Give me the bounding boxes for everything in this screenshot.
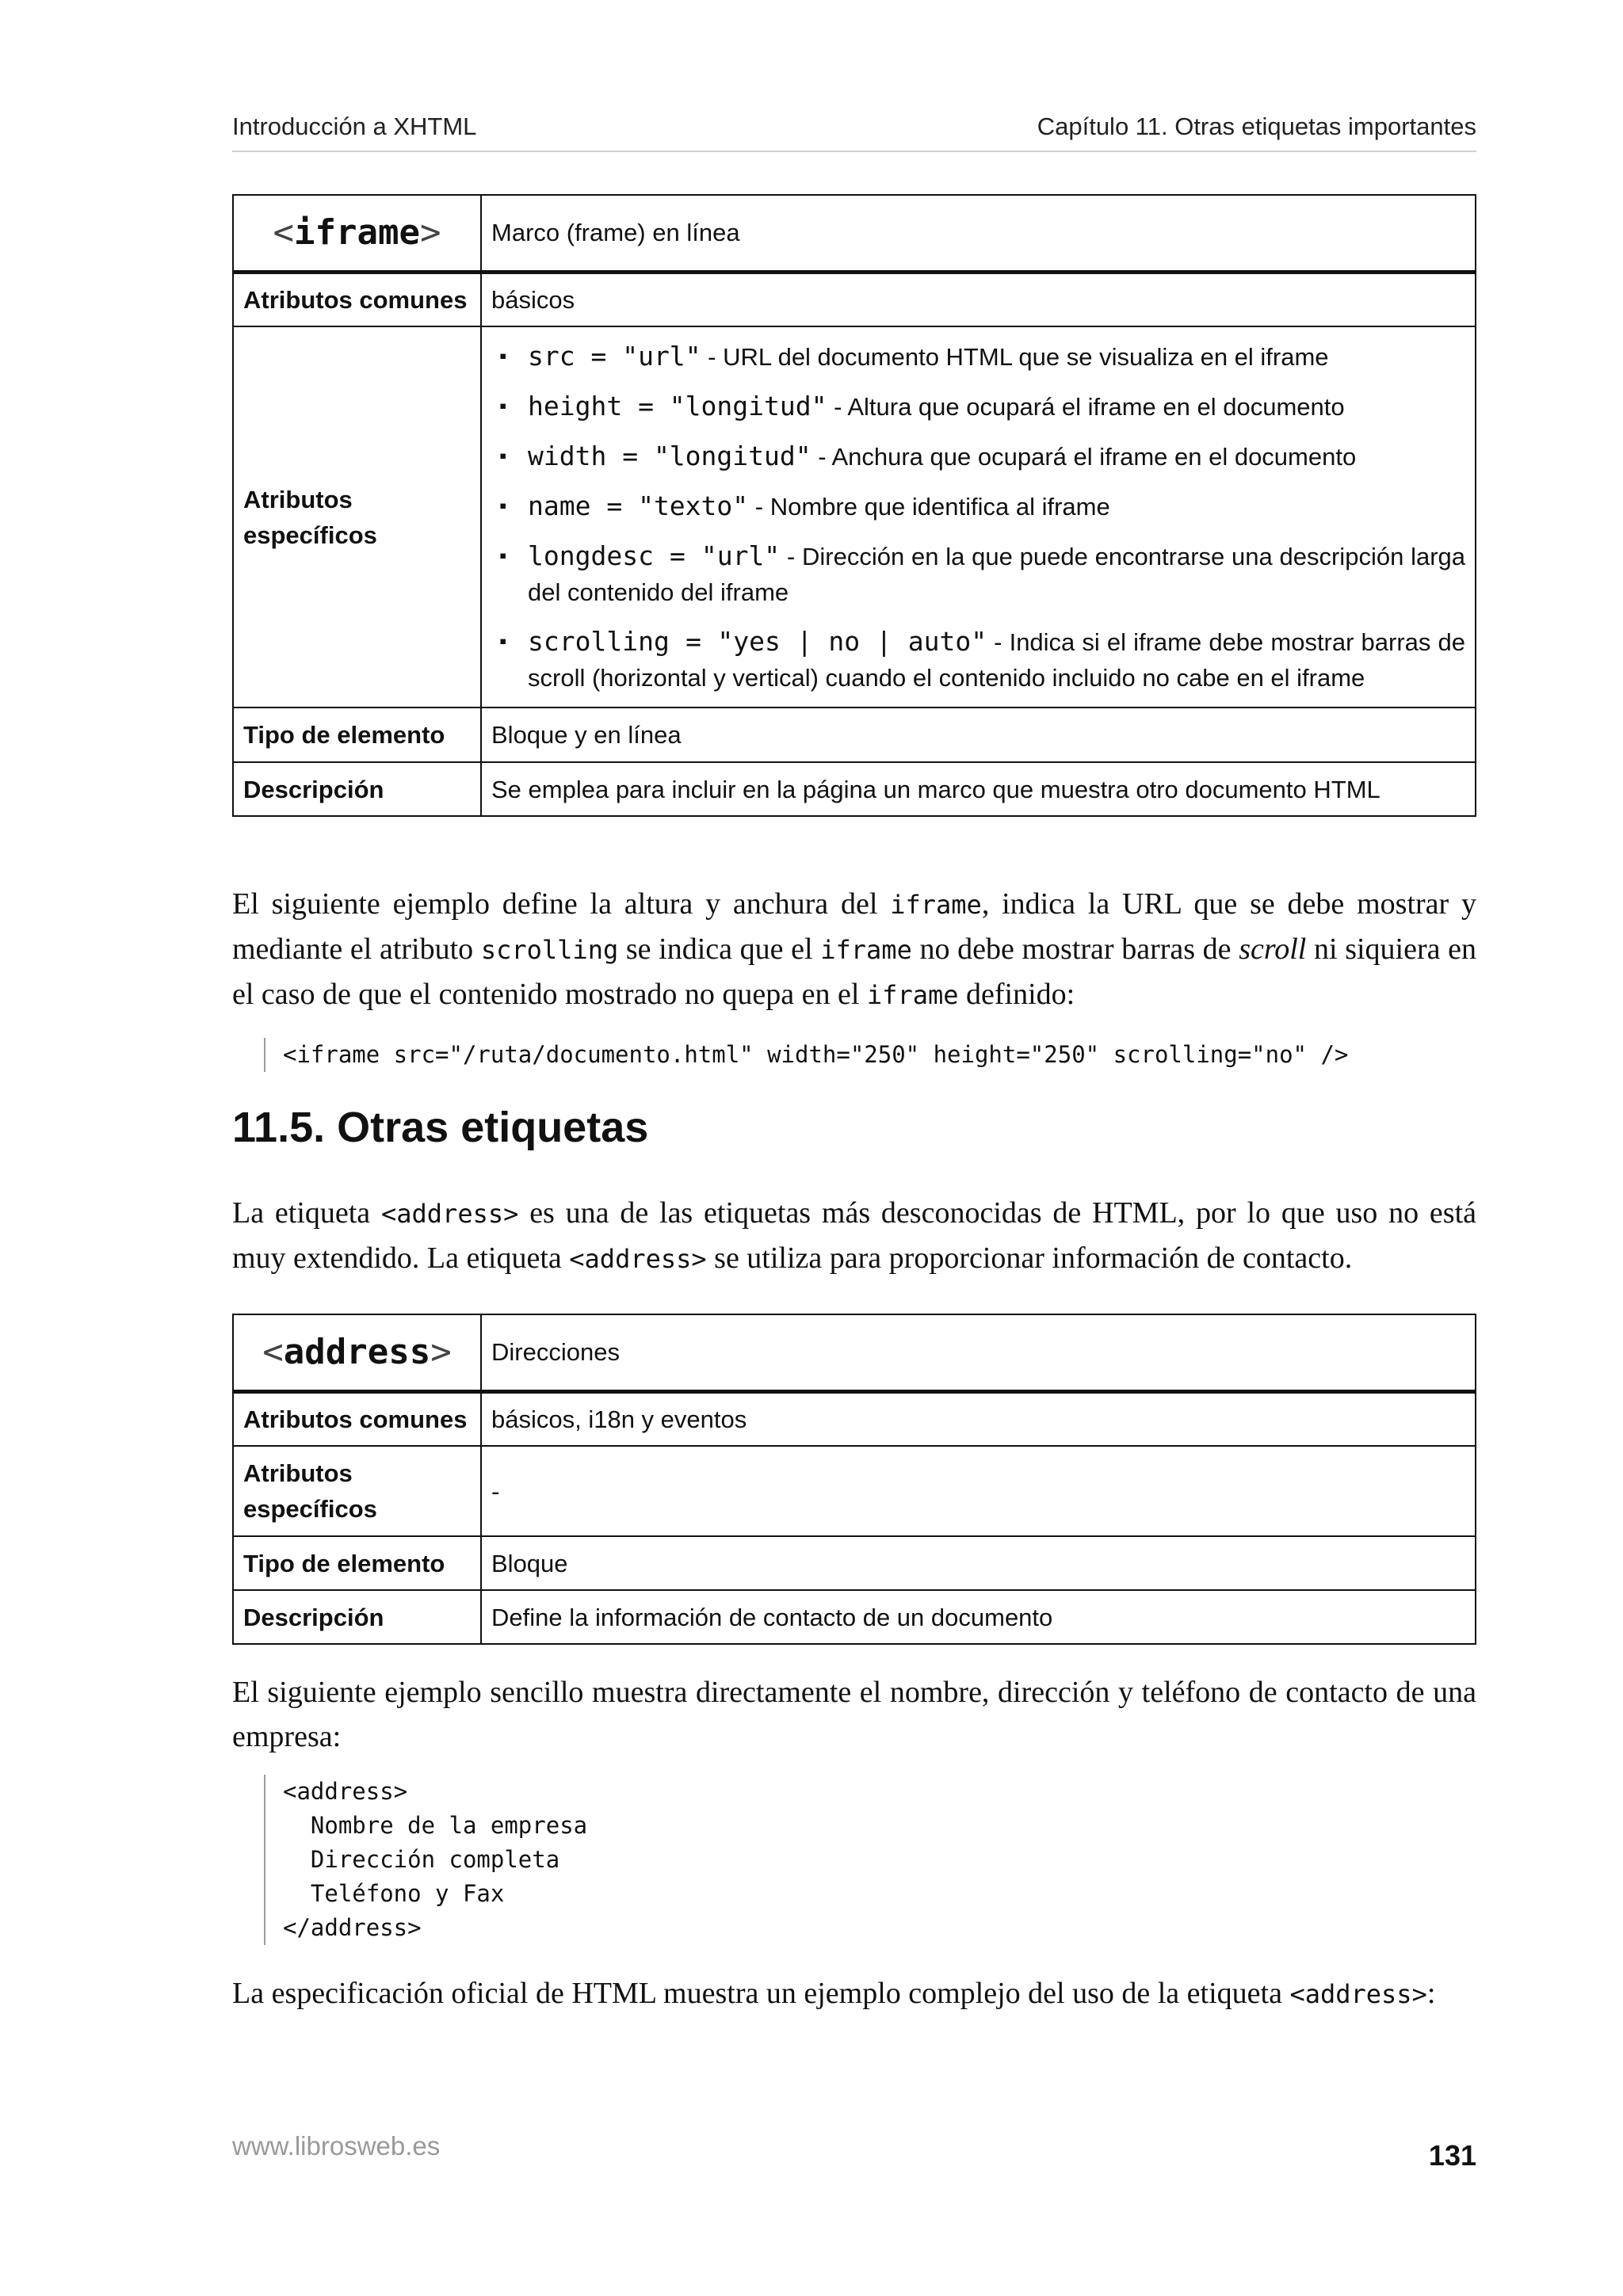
list-item: [491, 538, 1465, 610]
text-run: ni siquiera en el caso de que el contenido mostrado no quepa en el: [232, 933, 1477, 1011]
attr-code: longdesc = "url": [528, 540, 781, 571]
list-item: [491, 438, 1465, 475]
attr-code: height = "longitud": [528, 391, 827, 421]
table-row: [233, 1536, 1476, 1590]
text-run: La especificación oficial de HTML muestra un ejemplo complejo del uso de la etiqueta: [232, 1977, 1290, 2010]
attr-desc: - Anchura que ocupará el iframe en el documento: [811, 443, 1357, 471]
iframe-code-example: <iframe src="/ruta/documento.html" width="250" height="250" scrolling="no" />: [264, 1038, 1348, 1072]
element-type-value: Bloque: [481, 1536, 1476, 1590]
iframe-reference-table: [232, 194, 1476, 817]
text-run: La etiqueta: [232, 1196, 381, 1230]
iframe-example-paragraph: [232, 882, 1476, 1017]
running-header: [232, 109, 1476, 152]
spec-example-paragraph: [232, 1971, 1476, 2016]
bullet-icon: ▪: [499, 629, 507, 653]
table-row: [233, 762, 1476, 816]
specific-attrs-cell: [481, 326, 1476, 707]
inline-code: <address>: [569, 1244, 707, 1274]
address-example-paragraph: El siguiente ejemplo sencillo muestra directamente el nombre, dirección y teléfono de contacto de una empresa:: [232, 1676, 1476, 1753]
tag-name: iframe: [294, 212, 420, 254]
specific-attrs-value: -: [481, 1446, 1476, 1536]
tag-close-bracket: >: [430, 1332, 452, 1373]
list-item: [491, 388, 1465, 425]
emphasis-text: scroll: [1239, 933, 1307, 966]
inline-code: scrolling: [480, 935, 619, 965]
description-value: Se emplea para incluir en la página un marco que muestra otro documento HTML: [481, 762, 1476, 816]
tag-close-bracket: >: [419, 212, 441, 254]
inline-code: iframe: [890, 890, 982, 920]
tag-open-bracket: <: [262, 1332, 284, 1373]
attr-code: name = "texto": [528, 490, 749, 521]
table-row: [233, 1391, 1476, 1446]
footer-website: www.librosweb.es: [232, 2131, 441, 2161]
tag-title-cell: Direcciones: [481, 1314, 1476, 1391]
text-run: :: [1426, 1977, 1436, 2010]
bullet-icon: ▪: [499, 444, 507, 467]
bullet-icon: ▪: [499, 344, 507, 368]
tag-name-cell: [233, 195, 481, 272]
text-run: definido:: [958, 978, 1075, 1011]
list-item: [491, 624, 1465, 696]
inline-code: iframe: [820, 935, 912, 965]
address-intro-paragraph: [232, 1191, 1476, 1281]
tag-name: address: [283, 1332, 431, 1373]
page-number: 131: [1428, 2139, 1476, 2172]
table-row: [233, 272, 1476, 326]
attr-desc: - Indica si el iframe debe mostrar barras de scroll (horizontal y vertical) cuando el contenido incluido no cabe en el iframe: [528, 628, 1465, 692]
common-attrs-value: básicos: [481, 272, 1476, 326]
bullet-icon: ▪: [499, 494, 507, 517]
element-type-label: Tipo de elemento: [233, 1536, 481, 1590]
header-book-title: Introducción a XHTML: [232, 113, 477, 140]
table-head-row: [233, 1314, 1476, 1391]
text-run: se indica que el: [618, 933, 821, 966]
attr-code: width = "longitud": [528, 441, 812, 471]
element-type-label: Tipo de elemento: [233, 707, 481, 762]
inline-code: iframe: [866, 980, 959, 1010]
attr-desc: - Nombre que identifica al iframe: [748, 493, 1110, 521]
common-attrs-label: Atributos comunes: [233, 272, 481, 326]
inline-code: <address>: [380, 1199, 519, 1229]
text-run: no debe mostrar barras de: [911, 933, 1239, 966]
description-label: Descripción: [233, 762, 481, 816]
table-head-row: [233, 195, 1476, 272]
text-run: se utiliza para proporcionar información de contacto.: [706, 1241, 1353, 1275]
attr-desc: - Dirección en la que puede encontrarse una descripción larga del contenido del iframe: [528, 543, 1465, 606]
attr-desc: - URL del documento HTML que se visualiza en el iframe: [701, 343, 1329, 371]
tag-name-cell: [233, 1314, 481, 1391]
text-run: es una de las etiquetas más desconocidas de HTML, por lo que uso no está muy extendido. La etiqueta: [232, 1196, 1476, 1275]
text-run: El siguiente ejemplo define la altura y anchura del: [232, 887, 891, 921]
element-type-value: Bloque y en línea: [481, 707, 1476, 762]
address-code-example: <address> Nombre de la empresa Dirección completa Teléfono y Fax </address>: [264, 1775, 587, 1945]
inline-code: <address>: [1289, 1979, 1427, 2009]
list-item: [491, 338, 1465, 375]
header-chapter-title: Capítulo 11. Otras etiquetas importantes: [1037, 113, 1476, 140]
bullet-icon: ▪: [499, 543, 507, 567]
table-row: [233, 707, 1476, 762]
description-label: Descripción: [233, 1590, 481, 1644]
tag-open-bracket: <: [273, 212, 295, 254]
address-reference-table: [232, 1314, 1476, 1645]
specific-attrs-label: Atributos específicos: [233, 326, 481, 707]
table-row: [233, 1590, 1476, 1644]
attr-code: src = "url": [528, 341, 701, 372]
bullet-icon: ▪: [499, 394, 507, 418]
attr-code: scrolling = "yes | no | auto": [528, 626, 987, 657]
table-row: [233, 326, 1476, 707]
attr-desc: - Altura que ocupará el iframe en el documento: [827, 393, 1345, 421]
section-heading: 11.5. Otras etiquetas: [232, 1104, 649, 1151]
text-run: , indica la URL que se debe mostrar y mediante el atributo: [232, 887, 1476, 966]
common-attrs-label: Atributos comunes: [233, 1391, 481, 1446]
specific-attrs-label: Atributos específicos: [233, 1446, 481, 1536]
tag-title-cell: Marco (frame) en línea: [481, 195, 1476, 272]
list-item: [491, 488, 1465, 524]
common-attrs-value: básicos, i18n y eventos: [481, 1391, 1476, 1446]
attribute-list: [491, 327, 1465, 707]
description-value: Define la información de contacto de un documento: [481, 1590, 1476, 1644]
table-row: [233, 1446, 1476, 1536]
